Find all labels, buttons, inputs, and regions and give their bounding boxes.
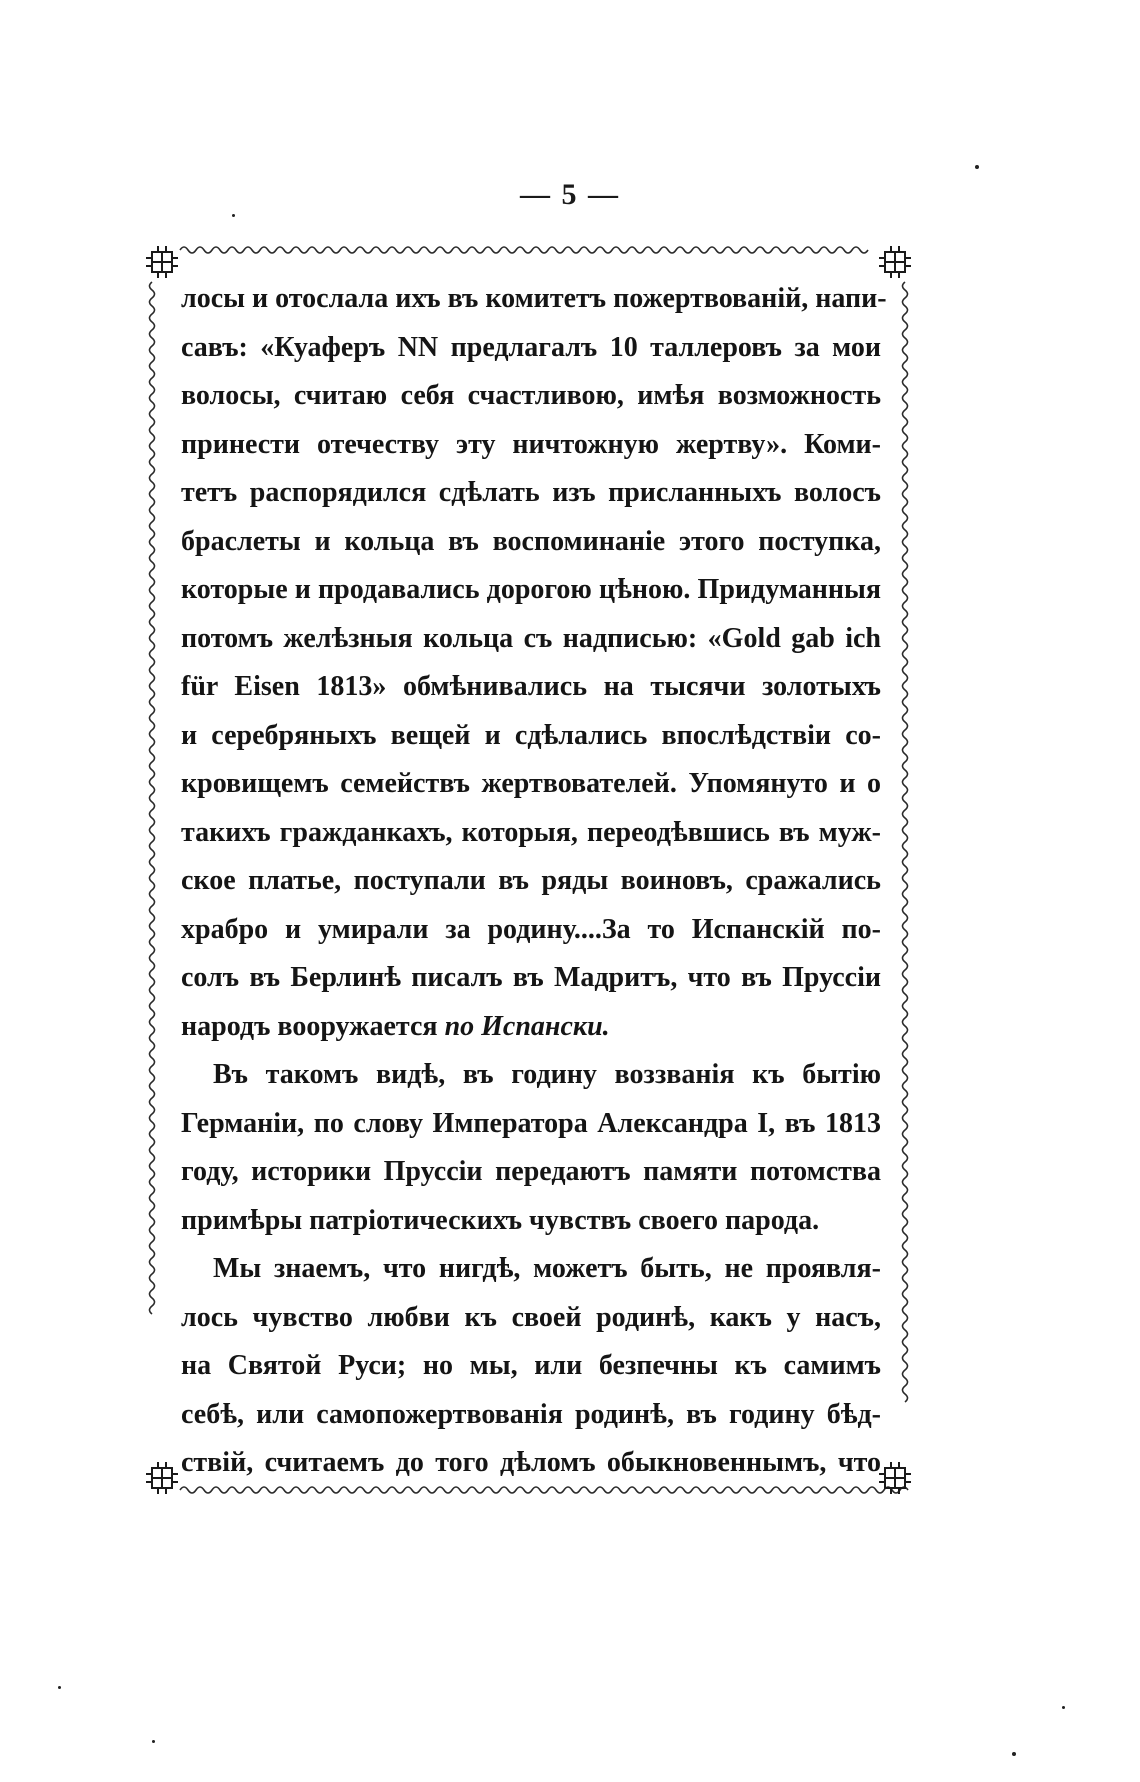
scan-speck xyxy=(1062,1706,1065,1709)
scan-speck xyxy=(152,1740,155,1743)
page-text xyxy=(181,275,887,1488)
text-line: волосы, считаю себя счастливою, имѣя возможность xyxy=(181,380,881,411)
text-line: и серебряныхъ вещей и сдѣлались впослѣдствіи со- xyxy=(181,719,881,751)
scan-speck xyxy=(232,214,235,217)
border-bottom xyxy=(180,1487,908,1493)
scan-speck xyxy=(58,1686,61,1689)
border-left xyxy=(150,282,155,1314)
text-line: лось чувство любви къ своей родинѣ, какъ у насъ, xyxy=(181,1301,881,1333)
text-line: савъ: «Куаферъ NN предлагалъ 10 таллеровъ за мои xyxy=(181,331,881,363)
text-line: Въ такомъ видѣ, въ годину воззванія къ бытію xyxy=(213,1059,881,1090)
page-number: — 5 — xyxy=(520,178,620,211)
corner-ornament-top-left xyxy=(146,246,178,278)
border-top xyxy=(180,247,868,253)
text-line: примѣры патріотическихъ чувствъ своего парода. xyxy=(181,1204,820,1236)
text-line: такихъ гражданкахъ, которыя, переодѣвшись въ муж- xyxy=(181,816,881,848)
text-line: потомъ желѣзныя кольца съ надписью: «Gold gab ich xyxy=(181,622,881,654)
text-line: ствій, считаемъ до того дѣломъ обыкновеннымъ, что xyxy=(181,1447,881,1478)
text-line: на Святой Руси; но мы, или безпечны къ самимъ xyxy=(181,1350,881,1381)
text-line: себѣ, или самопожертвованія родинѣ, въ годину бѣд- xyxy=(181,1398,881,1430)
text-line: Мы знаемъ, что нигдѣ, можетъ быть, не проявля- xyxy=(213,1253,881,1284)
text-line: ское платье, поступали въ ряды воиновъ, сражались xyxy=(181,865,881,896)
text-line: тетъ распорядился сдѣлать изъ присланныхъ волосъ xyxy=(181,477,881,508)
text-line: храбро и умирали за родину....За то Испанскій по- xyxy=(181,913,881,945)
text-line: солъ въ Берлинѣ писалъ въ Мадритъ, что въ Пруссіи xyxy=(181,962,881,993)
text-line: году, историки Пруссіи передаютъ памяти потомства xyxy=(181,1156,881,1187)
text-line: браслеты и кольца въ воспоминаніе этого поступка, xyxy=(181,525,881,557)
text-line: которые и продавались дорогою цѣною. Придуманныя xyxy=(181,574,881,605)
text-line: принести отечеству эту ничтожную жертву». Коми- xyxy=(181,428,881,460)
text-line: für Eisen 1813» обмѣнивались на тысячи золотыхъ xyxy=(181,671,881,702)
corner-ornament-top-right xyxy=(879,246,911,278)
text-line: кровищемъ семействъ жертвователей. Упомянуто и о xyxy=(181,768,881,799)
scan-speck xyxy=(1012,1752,1016,1756)
scan-speck xyxy=(975,165,979,169)
corner-ornament-bottom-left xyxy=(146,1462,178,1494)
text-span: народъ вооружается xyxy=(181,1010,445,1042)
text-line: лосы и отослала ихъ въ комитетъ пожертвованій, напи- xyxy=(181,283,887,314)
border-right xyxy=(903,282,908,1402)
text-line: Германіи, по слову Императора Александра I, въ 1813 xyxy=(181,1107,881,1139)
text-line xyxy=(181,1003,881,1052)
italic-emphasis: по Испански. xyxy=(444,1010,610,1042)
